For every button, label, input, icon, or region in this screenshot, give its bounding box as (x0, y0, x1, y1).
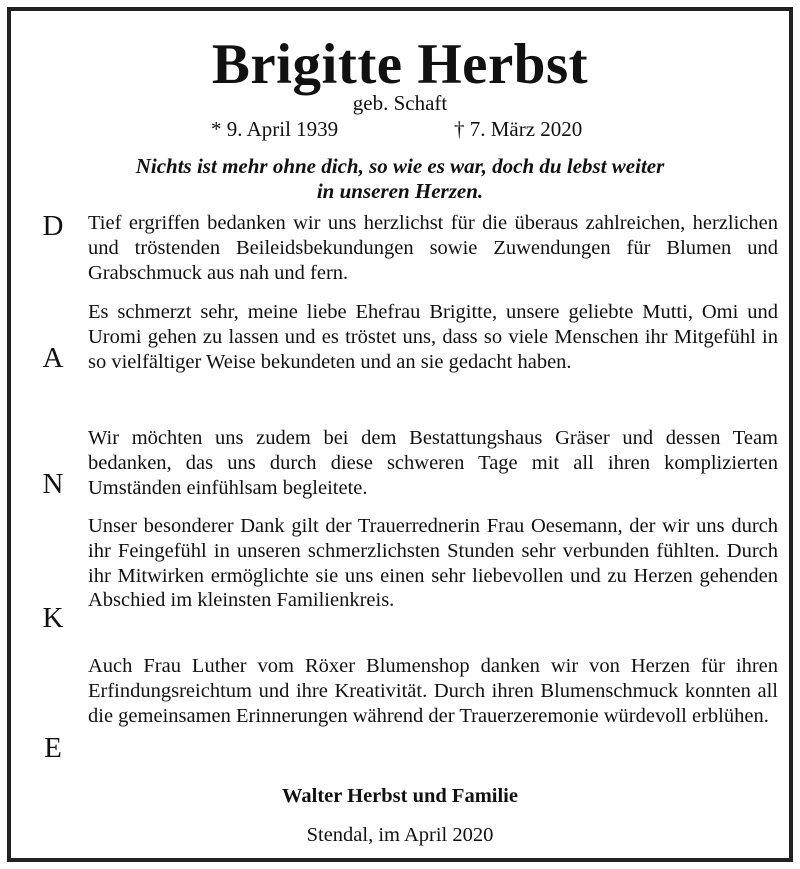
initial-a: A (42, 342, 64, 374)
paragraph-flower-shop: Auch Frau Luther vom Röxer Blumenshop danken wir von Herzen für ihren Erfindungsreichtum und ihre Kreativität. Durch ihren Blumenschmuck konnten all die gemeinsamen Erinnerungen während der Trauerzeremonie würdevoll erblühen. (88, 655, 778, 727)
paragraph-grief: Es schmerzt sehr, meine liebe Ehefrau Brigitte, unsere geliebte Mutti, Omi und Uromi gehen zu lassen und es tröstet uns, dass so viele Menschen ihr Mitgefühl in so vielfältiger Weise bekundeten und an sie gedacht haben. (88, 301, 778, 373)
motto (71, 154, 729, 204)
birth-date: * 9. April 1939 (211, 117, 339, 141)
motto-line-2: in unseren Herzen. (316, 179, 484, 203)
death-date: † 7. März 2020 (454, 117, 583, 141)
motto-line-1: Nichts ist mehr ohne dich, so wie es war, doch du lebst weiter (135, 154, 665, 178)
paragraph-funeral-home: Wir möchten uns zudem bei dem Bestattungshaus Gräser und dessen Team bedanken, das uns durch diese schweren Tage mit all ihren komplizierten Umständen einfühlsam begleitete. (88, 427, 778, 499)
paragraph-speaker: Unser besonderer Dank gilt der Trauerrednerin Frau Oesemann, der wir uns durch ihr Feingefühl in unseren schmerzlichsten Stunden sehr verbunden fühlten. Durch ihr Mitwirken ermöglichte sie uns einen sehr liebevollen und zu Herzen gehenden Abschied im kleinsten Familienkreis. (88, 515, 778, 612)
paragraph-thanks: Tief ergriffen bedanken wir uns herzlichst für die überaus zahlreichen, herzlichen und tröstenden Beileidsbekundungen sowie Zuwendungen für Blumen und Grabschmuck aus nah und fern. (88, 212, 778, 284)
signature: Walter Herbst und Familie (282, 785, 518, 807)
maiden-name: geb. Schaft (352, 91, 448, 115)
obituary-card (7, 7, 793, 862)
initial-n: N (42, 468, 64, 500)
initial-d: D (42, 210, 64, 242)
deceased-name: Brigitte Herbst (211, 33, 589, 96)
initial-k: K (42, 602, 64, 634)
place-date: Stendal, im April 2020 (306, 824, 494, 846)
initial-e: E (44, 732, 62, 764)
